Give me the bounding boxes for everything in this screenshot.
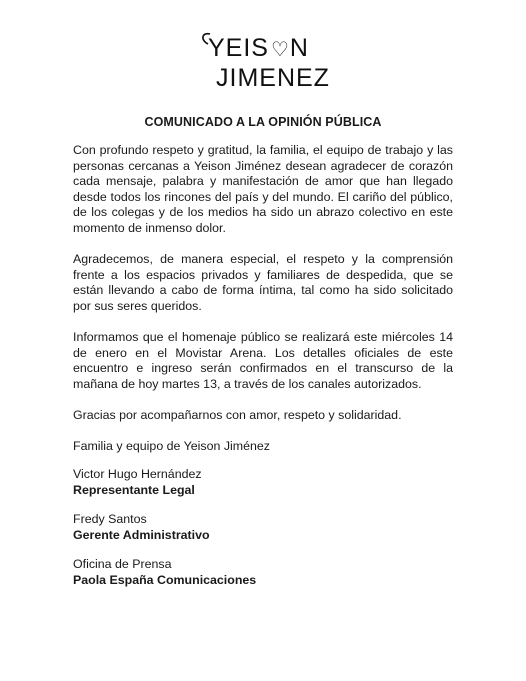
paragraph: Con profundo respeto y gratitud, la familia, el equipo de trabajo y las personas cercanas a Yeison Jiménez desean agradecer de corazón cada mensaje, palabra y manifestación de amor que han llegado desde todos los rincones del país y del mundo. El cariño del público, de los colegas y de los medios ha sido un abrazo colectivo en este momento de inmenso dolor.: [73, 143, 453, 235]
yeison-jimenez-logo: [196, 30, 336, 92]
sign-off: Familia y equipo de Yeison Jiménez: [73, 439, 270, 454]
logo-line-2: JIMENEZ: [216, 64, 330, 92]
signature-block: [73, 467, 256, 602]
signer-role: Gerente Administrativo: [73, 527, 210, 542]
signature-admin: [73, 512, 256, 543]
signature-legal: [73, 467, 256, 498]
signature-press: [73, 557, 256, 588]
signer-name: Fredy Santos: [73, 512, 147, 526]
page-title: COMUNICADO A LA OPINIÓN PÚBLICA: [144, 115, 382, 129]
signer-role: Representante Legal: [73, 482, 195, 497]
logo-wordmark: [196, 30, 336, 92]
signer-name: Oficina de Prensa: [73, 557, 172, 571]
paragraph: Agradecemos, de manera especial, el respeto y la comprensión frente a los espacios privados y familiares de despedida, que se están llevando a cabo de forma íntima, tal como ha sido solicitado por sus seres queridos.: [73, 252, 453, 313]
signer-role: Paola España Comunicaciones: [73, 572, 257, 587]
statement-body: [73, 143, 453, 470]
paragraph: Gracias por acompañarnos con amor, respeto y solidaridad.: [73, 408, 402, 423]
paragraph: Informamos que el homenaje público se realizará este miércoles 14 de enero en el Movistar Arena. Los detalles oficiales de este encuentro e ingreso serán confirmados en el transcurso de la mañana de hoy martes 13, a través de los canales autorizados.: [73, 330, 453, 391]
signer-name: Victor Hugo Hernández: [73, 467, 202, 481]
logo-line-1: YEIS ♡N: [208, 34, 309, 62]
